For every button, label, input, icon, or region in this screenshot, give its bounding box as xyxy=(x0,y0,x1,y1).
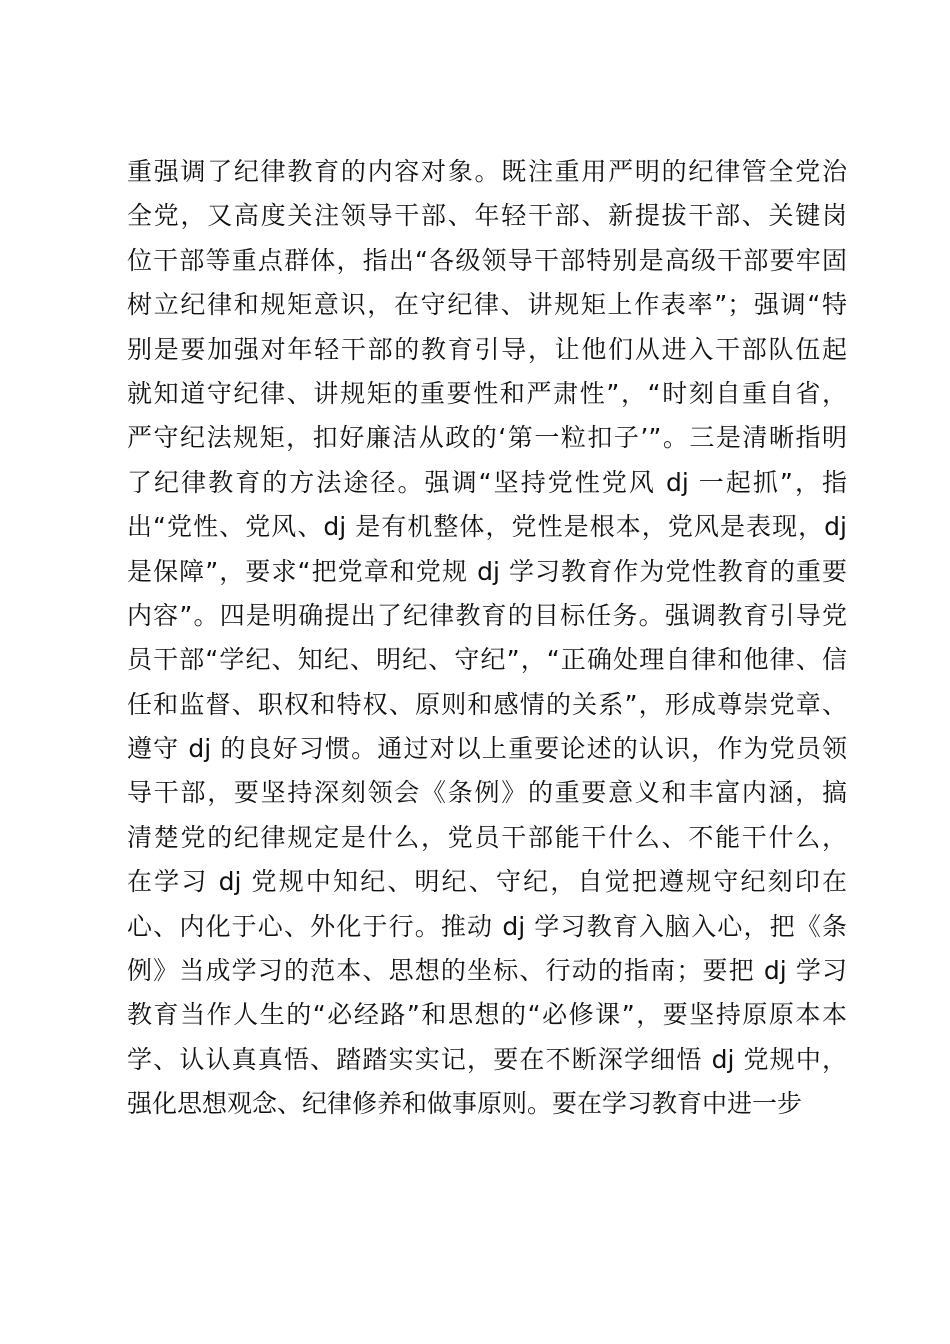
text-line: 任和监督、职权和特权、原则和感情的关系”，形成尊崇党章、 xyxy=(127,689,847,719)
text-line: 重强调了纪律教育的内容对象。既注重用严明的纪律管全党治 xyxy=(127,157,847,186)
text-line: 内容”。四是明确提出了纪律教育的目标任务。强调教育引导党 xyxy=(127,600,847,630)
text-line: 在学习 dj 党规中知纪、明纪、守纪，自觉把遵规守纪刻印在 xyxy=(127,867,847,897)
text-line: 学、认认真真悟、踏踏实实记，要在不断深学细悟 dj 党规中， xyxy=(127,1044,847,1074)
text-line: 教育当作人生的“必经路”和思想的“必修课”，要坚持原原本本 xyxy=(127,1000,847,1030)
text-line: 出“党性、党风、dj 是有机整体，党性是根本，党风是表现，dj xyxy=(127,512,847,542)
text-line: 员干部“学纪、知纪、明纪、守纪”，“正确处理自律和他律、信 xyxy=(127,645,847,675)
text-line: 位干部等重点群体，指出“各级领导干部特别是高级干部要牢固 xyxy=(127,245,847,275)
text-line: 导干部，要坚持深刻领会《条例》的重要意义和丰富内涵，搞 xyxy=(127,778,847,808)
text-line: 别是要加强对年轻干部的教育引导，让他们从进入干部队伍起 xyxy=(127,334,847,364)
text-line: 了纪律教育的方法途径。强调“坚持党性党风 dj 一起抓”，指 xyxy=(127,467,847,497)
text-line: 心、内化于心、外化于行。推动 dj 学习教育入脑入心，把《条 xyxy=(127,911,847,941)
text-line: 就知道守纪律、讲规矩的重要性和严肃性”，“时刻自重自省， xyxy=(127,378,847,408)
text-line: 强化思想观念、纪律修养和做事原则。要在学习教育中进一步 xyxy=(127,1089,803,1119)
text-line: 例》当成学习的范本、思想的坐标、行动的指南；要把 dj 学习 xyxy=(127,956,847,986)
body-paragraph xyxy=(127,150,847,1127)
text-line: 清楚党的纪律规定是什么，党员干部能干什么、不能干什么， xyxy=(127,822,847,852)
text-line: 是保障”，要求“把党章和党规 dj 学习教育作为党性教育的重要 xyxy=(127,556,847,586)
text-line: 全党，又高度关注领导干部、年轻干部、新提拔干部、关键岗 xyxy=(127,201,847,231)
text-line: 树立纪律和规矩意识，在守纪律、讲规矩上作表率”；强调“特 xyxy=(127,290,847,320)
text-line: 严守纪法规矩，扣好廉洁从政的‘第一粒扣子’”。三是清晰指明 xyxy=(127,423,847,453)
text-line: 遵守 dj 的良好习惯。通过对以上重要论述的认识，作为党员领 xyxy=(127,734,847,764)
